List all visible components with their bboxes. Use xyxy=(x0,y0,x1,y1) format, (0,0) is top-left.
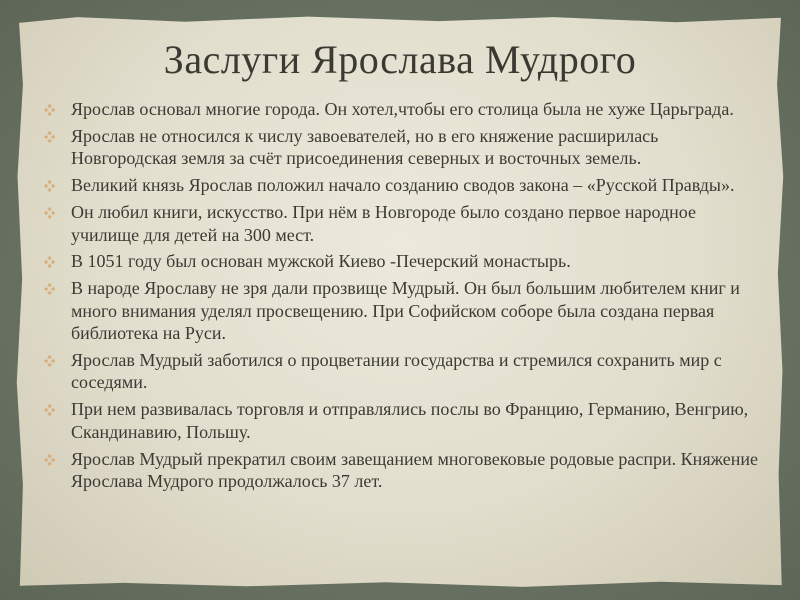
bullet-item xyxy=(44,277,760,344)
diamond-cluster-icon xyxy=(44,283,56,295)
diamond-cluster-icon xyxy=(44,355,56,367)
bullet-item xyxy=(44,201,760,246)
bullet-item xyxy=(44,125,760,170)
bullet-text: В народе Ярославу не зря дали прозвище Мудрый. Он был большим любителем книг и много внимания уделял просвещению. При Софийском соборе была создана первая библиотека на Руси. xyxy=(71,278,740,344)
bullet-text: Ярослав Мудрый прекратил своим завещанием многовековые родовые распри. Княжение Ярослава Мудрого продолжалось 37 лет. xyxy=(71,448,759,492)
bullet-text: При нем развивалась торговля и отправлялись послы во Францию, Германию, Венгрию, Скандинавию, Польшу. xyxy=(71,399,749,442)
bullet-item xyxy=(44,398,760,443)
bullet-text: Ярослав не относился к числу завоевателей, но в его княжение расширилась Новгородская земля за счёт присоединения северных и восточных земель. xyxy=(71,125,659,169)
slide-title: Заслуги Ярослава Мудрого xyxy=(163,37,637,82)
diamond-cluster-icon xyxy=(44,454,56,466)
bullet-item xyxy=(44,349,760,394)
diamond-cluster-icon xyxy=(44,256,56,268)
bullet-text: Ярослав основал многие города. Он хотел,чтобы его столица была не хуже Царьграда. xyxy=(71,99,734,119)
bullet-text: Великий князь Ярослав положил начало созданию сводов закона – «Русской Правды». xyxy=(71,175,735,196)
diamond-cluster-icon xyxy=(44,404,56,416)
diamond-cluster-icon xyxy=(44,104,56,116)
bullet-text: Он любил книги, искусство. При нём в Новгороде было создано первое народное училище для детей на 300 мест. xyxy=(71,202,696,245)
bullet-item xyxy=(44,448,760,493)
bullet-text: Ярослав Мудрый заботился о процветании государства и стремился сохранить мир с соседями. xyxy=(71,350,722,393)
bullet-list xyxy=(44,98,760,497)
bullet-text: В 1051 году был основан мужской Киево -Печерский монастырь. xyxy=(71,251,571,272)
diamond-cluster-icon xyxy=(44,207,56,219)
bullet-item xyxy=(44,174,760,196)
diamond-cluster-icon xyxy=(44,180,56,192)
bullet-item xyxy=(44,250,760,272)
diamond-cluster-icon xyxy=(44,131,56,143)
bullet-item xyxy=(44,98,760,120)
